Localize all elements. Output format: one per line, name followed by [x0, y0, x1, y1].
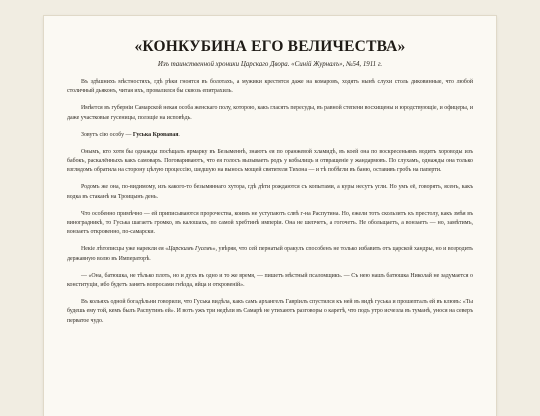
paragraph-text: », увѣряя, что сей пернатый оракулъ способенъ не только избавить отъ царской хандры, но и возродить державную волю въ Императорѣ. [67, 246, 473, 262]
paragraph-text: Некіе лѣтописцы уже нарекли ея « [81, 246, 169, 253]
article-subtitle: Изъ таинственной хроники Царскаго Двора. «Синій Журналъ», №54, 1911 г. [157, 61, 383, 68]
article-title: «КОНКУБИНА ЕГО ВЕЛИЧЕСТВА» [134, 38, 406, 55]
paragraph: Имѣется въ губерніи Самарской некая особа женскаго полу, которою, какъ гласятъ пересуды, въ равной степени восхищены и юродствующіе, и офицеры, и даже участковые гусеницы, полэщіе на исповѣдь. [67, 105, 473, 121]
nickname-bold: Гуська Кровавая [132, 131, 179, 138]
paragraph-text: Зовутъ сію особу — [81, 131, 133, 138]
paragraph: Родомъ же она, по-видимому, изъ какого-то безымяннаго хутора, гдѣ дѣти рождаются съ копытами, а куры несутъ угли. Но умъ её, говорятъ, ясенъ, какъ водка въ стаканѣ на Троицынъ день. [67, 184, 473, 200]
document-page [44, 16, 496, 416]
paragraph: — «Она, батюшка, не тѣлько плоть, но и духъ въ одно и то же время, — пишетъ мѣстный псаломщикъ. — Съ нею нашъ батюшка Николай не задумается о конституціи, ибо будетъ занятъ вопросами гнѣзда, яйца и откровеній». [67, 272, 473, 288]
paragraph-text: . [178, 131, 180, 138]
paragraph: Онымъ, кто хотя бы однажды посѣщалъ ярмарку въ Безыменнѣ, знаютъ ея по оранжевой хламидѣ, въ коей она по воскресеньямъ водитъ хороводы изъ бабокъ, раскалённыхъ какъ самоваръ. Поговариваютъ, что ея голосъ вызываетъ родъ у кобылицъ и отвращеніе у жандармовъ. По слухамъ, однажды она только взглядомъ обратила на сторону цѣлую процессію, шедшую на вынось мощей святителя Тихона — и тѣ побѣгли въ баню, оставивъ гробъ на паперти. [67, 148, 473, 174]
paragraph: Въ здѣшнихъ мѣстностяхъ, гдѣ рѣки гноятся въ болотахъ, а мужики крестятся даже на комаровъ, ходятъ нынѣ слухи столь диковинные, что любой столичный дьяконъ, читая ихъ, провалился бы сквозь епитрахиль. [67, 79, 473, 95]
paragraph: Что особенно примѣчно — ей приписываются пророчества, коимъ не уступаютъ слвѣ г-на Распутина. Но, ежели тотъ скользитъ къ престолу, какъ змѣя въ виноградникѣ, то Гуська шагаетъ громко, въ калошахъ, по самой хребтинѣ имперіи. Она не шепчетъ, а гогочетъ. Не обольщаетъ, а вонзаетъ — но, замѣтимъ, вонзаетъ откровенно, по-самарски. [67, 210, 473, 236]
paragraph [67, 245, 473, 264]
nickname-italic: Царскимъ Гусемъ [168, 246, 213, 253]
paragraph [67, 131, 473, 140]
paragraph: Въ кольяхъ одной богадѣльни говорили, что Гуська видѣла, какъ самъ архангелъ Гавріилъ спустился къ ней въ видѣ гуськa и прошепталъ ей въ клювъ: «Ты будешь ему той, кемъ былъ Распутинъ ей». И вотъ ужъ три недѣли въ Самарѣ не утихаютъ разговоры о каретѣ, что подъ утро исчезла въ туманѣ, унося на северъ перватое чудо. [67, 298, 473, 324]
